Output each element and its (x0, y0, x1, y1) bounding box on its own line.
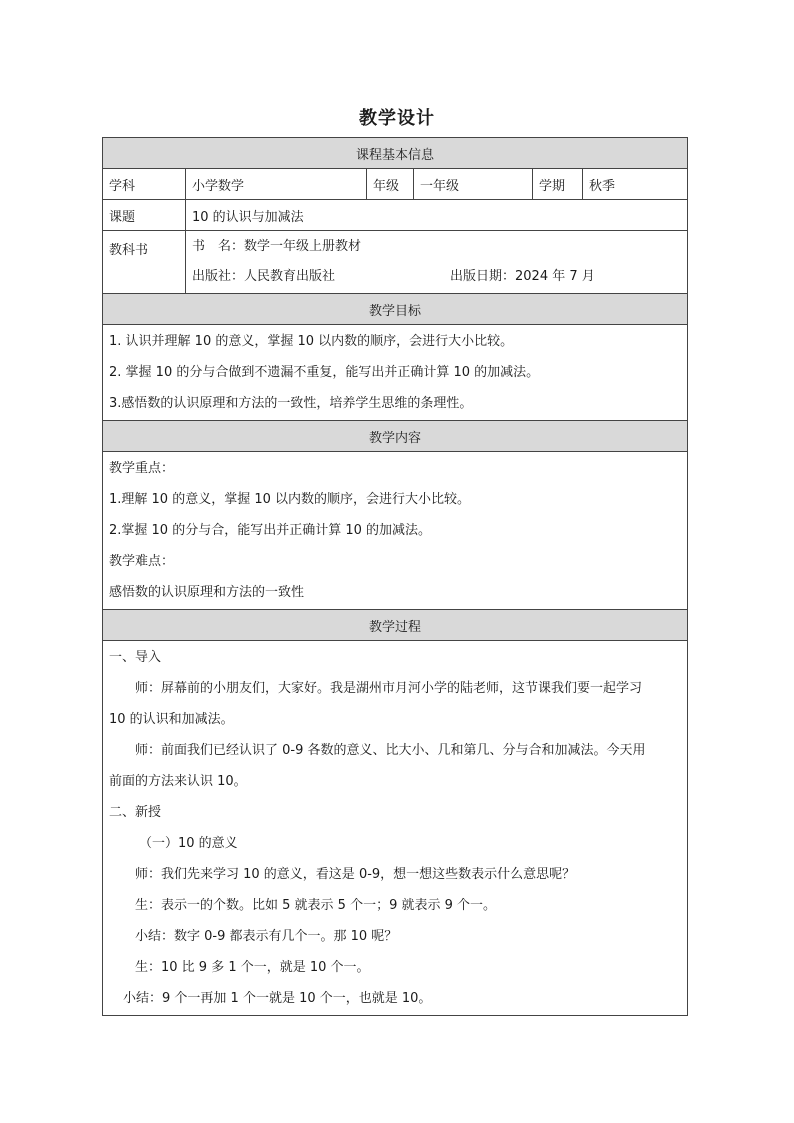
course-info-header: 课程基本信息 (103, 138, 688, 169)
process-line: 生：10 比 9 多 1 个一，就是 10 个一。 (135, 960, 370, 975)
teaching-content (103, 452, 688, 610)
content-line: 2.掌握 10 的分与合，能写出并正确计算 10 的加减法。 (109, 523, 432, 538)
teaching-process-header: 教学过程 (103, 610, 688, 641)
process-line: 生：表示一的个数。比如 5 就表示 5 个一；9 就表示 9 个一。 (135, 898, 497, 913)
process-line: 前面的方法来认识 10。 (109, 774, 247, 789)
lesson-plan-table (102, 137, 688, 1016)
teaching-goals (103, 325, 688, 421)
teaching-goals-header: 教学目标 (103, 294, 688, 325)
process-line: 小结：数字 0-9 都表示有几个一。那 10 呢？ (135, 929, 398, 944)
textbook-label: 教科书 (103, 231, 186, 294)
subject-label: 学科 (103, 169, 186, 200)
goal-item: 1. 认识并理解 10 的意义，掌握 10 以内数的顺序，会进行大小比较。 (109, 334, 514, 349)
process-line: 一、导入 (109, 650, 162, 665)
term-label: 学期 (533, 169, 583, 200)
process-line: 师：屏幕前的小朋友们，大家好。我是湖州市月河小学的陆老师，这节课我们要一起学习 (135, 681, 643, 696)
publication-date: 出版日期：2024 年 7 月 (450, 269, 595, 284)
process-line: 二、新授 (109, 805, 162, 820)
topic-value: 10 的认识与加减法 (186, 200, 688, 231)
process-line: 师：我们先来学习 10 的意义，看这是 0-9，想一想这些数表示什么意思呢？ (135, 867, 576, 882)
process-line: （一）10 的意义 (139, 836, 238, 851)
page-title: 教学设计 (359, 108, 435, 129)
content-line: 教学难点： (109, 554, 175, 569)
topic-label: 课题 (103, 200, 186, 231)
subject-value: 小学数学 (186, 169, 367, 200)
teaching-process (103, 641, 688, 1016)
content-line: 1.理解 10 的意义，掌握 10 以内数的顺序，会进行大小比较。 (109, 492, 471, 507)
textbook-info (186, 231, 688, 294)
content-line: 教学重点： (109, 461, 175, 476)
publisher-row (192, 262, 681, 292)
teaching-content-header: 教学内容 (103, 421, 688, 452)
grade-label: 年级 (367, 169, 414, 200)
content-line: 感悟数的认识原理和方法的一致性 (109, 585, 305, 600)
book-name: 书 名：数学一年级上册教材 (192, 239, 362, 254)
term-value: 秋季 (583, 169, 688, 200)
goal-item: 2. 掌握 10 的分与合做到不遗漏不重复，能写出并正确计算 10 的加减法。 (109, 365, 540, 380)
process-line: 师：前面我们已经认识了 0-9 各数的意义、比大小、几和第几、分与合和加减法。今天用 (135, 743, 646, 758)
grade-value: 一年级 (414, 169, 533, 200)
process-line: 小结：9 个一再加 1 个一就是 10 个一，也就是 10。 (123, 991, 432, 1006)
goal-item: 3.感悟数的认识原理和方法的一致性，培养学生思维的条理性。 (109, 396, 473, 411)
process-line: 10 的认识和加减法。 (109, 712, 234, 727)
publisher: 出版社：人民教育出版社 (192, 269, 336, 284)
